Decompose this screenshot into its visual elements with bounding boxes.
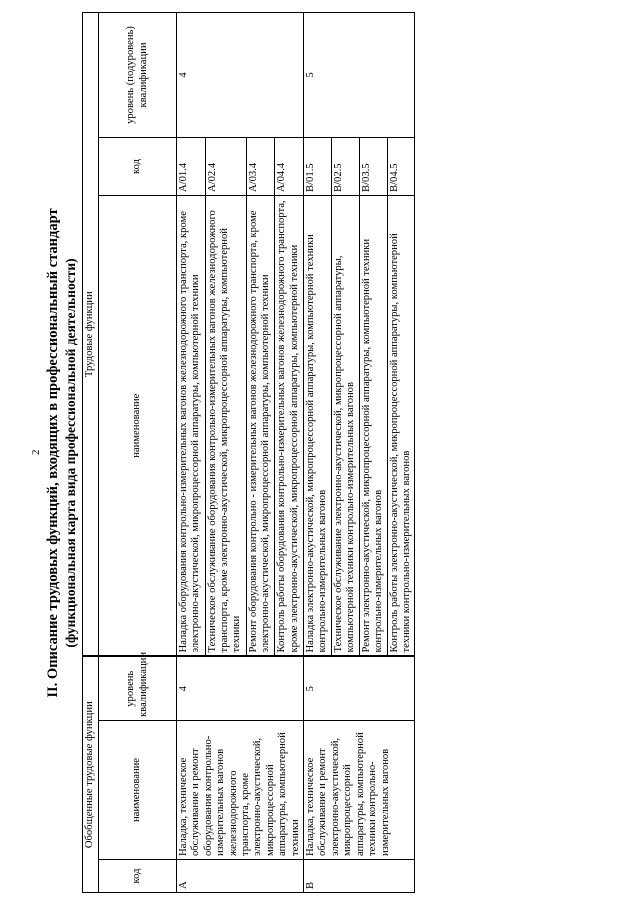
group-code: А: [177, 860, 304, 893]
header-labor-functions: Трудовые функции: [83, 12, 99, 656]
function-name: Наладка оборудования контрольно-измерительных вагонов железнодорожного транспорта, кроме электронно-акустической, микропроцессорной аппаратуры, компьютерной техники: [177, 195, 206, 656]
col-header-tf-level: уровень (подуровень) квалификации: [99, 12, 177, 137]
group-name: Наладка, техническое обслуживание и ремонт электронно-акустической, микропроцессорной аппаратуры, компьютерной техники контрольно-измерительных вагонов: [304, 721, 415, 860]
group-code: В: [304, 860, 415, 893]
function-name: Наладка электронно-акустической, микропроцессорной аппаратуры, компьютерной техники контрольно-измерительных вагонов: [304, 195, 332, 656]
function-name: Техническое обслуживание оборудования контрольно-измерительных вагонов железнодорожного транспорта, кроме электронно-акустической, микропроцессорной аппаратуры, компьютерной техники: [205, 195, 246, 656]
header-generalized-functions: Обобщенные трудовые функции: [83, 656, 99, 892]
function-code: В/02.5: [331, 137, 359, 195]
col-header-name: наименование: [99, 721, 177, 860]
page-number: 2: [30, 449, 42, 455]
col-header-code: код: [99, 860, 177, 893]
function-name: Контроль работы оборудования контрольно-измерительных вагонов железнодорожного транспорта, кроме электронно-акустической, микропроцессорной аппаратуры, компьютерной техники: [275, 195, 304, 656]
function-code: А/03.4: [246, 137, 275, 195]
rotated-page-content: [40, 13, 580, 893]
group-level: 5: [304, 656, 415, 720]
col-header-tf-code: код: [99, 137, 177, 195]
group-name: Наладка, техническое обслуживание и ремонт оборудования контрольно-измерительных вагонов железнодорожного транспорта, кроме электронно-акустической, микропроцессорной аппаратуры, компьютерной техники: [177, 721, 304, 860]
group-level: 4: [177, 656, 304, 720]
col-header-tf-name: наименование: [99, 195, 177, 656]
function-level: 5: [304, 12, 415, 137]
function-name: Контроль работы электронно-акустической, микропроцессорной аппаратуры, компьютерной техники контрольно-измерительных вагонов: [387, 195, 415, 656]
section-heading: [45, 13, 79, 893]
function-code: В/04.5: [387, 137, 415, 195]
function-code: А/01.4: [177, 137, 206, 195]
col-header-level: уровень квалификации: [99, 656, 177, 720]
function-code: В/03.5: [359, 137, 387, 195]
function-code: В/01.5: [304, 137, 332, 195]
function-level: 4: [177, 12, 304, 137]
table-row: [177, 12, 206, 892]
function-name: Ремонт оборудования контрольно - измерительных вагонов железнодорожного транспорта, кроме электронно-акустической, микропроцессорной аппаратуры, компьютерной техники: [246, 195, 275, 656]
function-code: А/04.4: [275, 137, 304, 195]
heading-line-2: (функциональная карта вида профессиональной деятельности): [63, 258, 78, 648]
heading-line-1: II. Описание трудовых функций, входящих в профессиональный стандарт: [45, 208, 61, 698]
function-name: Техническое обслуживание электронно-акустической, микропроцессорной аппаратуры, компьютерной техники контрольно-измерительных вагонов: [331, 195, 359, 656]
functional-map-table: [82, 12, 415, 893]
function-name: Ремонт электронно-акустической, микропроцессорной аппаратуры, компьютерной техники контрольно-измерительных вагонов: [359, 195, 387, 656]
table-row: [304, 12, 332, 892]
function-code: А/02.4: [205, 137, 246, 195]
